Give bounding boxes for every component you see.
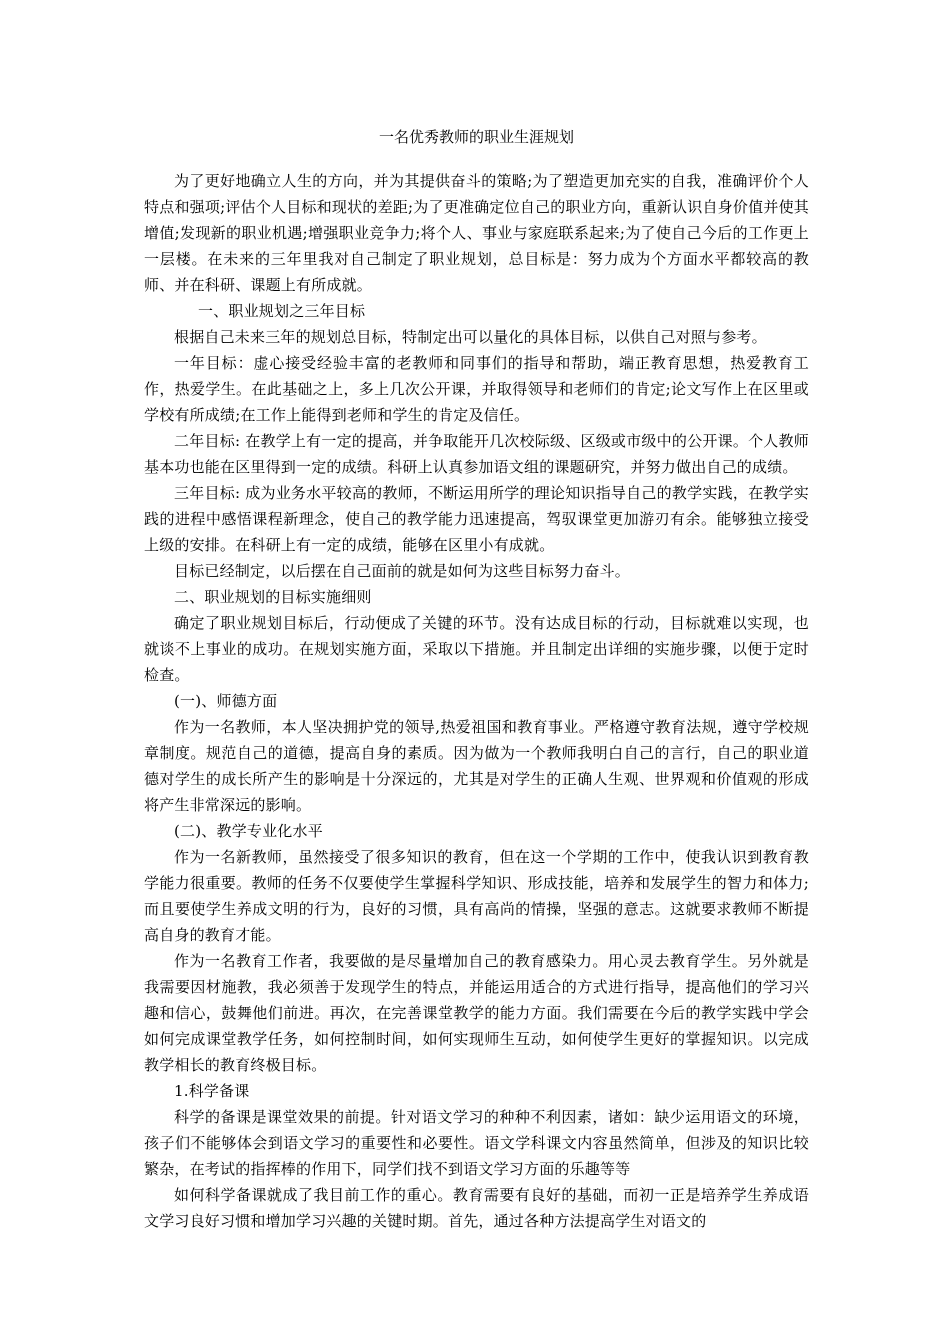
- paragraph: 作为一名教师，本人坚决拥护党的领导,热爱祖国和教育事业。严格遵守教育法规，遵守学校规章制度。规范自己的道德，提高自身的素质。因为做为一个教师我明白自己的言行，自己的职业道德对学生的成长所产生的影响是十分深远的，尤其是对学生的正确人生观、世界观和价值观的形成将产生非常深远的影响。: [144, 718, 809, 814]
- section-heading-three-year-goals: 一、职业规划之三年目标: [198, 302, 366, 320]
- paragraph: 作为一名教育工作者，我要做的是尽量增加自己的教育感染力。用心灵去教育学生。另外就是我需要因材施教，我必须善于发现学生的特点，并能运用适合的方式进行指导，提高他们的学习兴趣和信心，鼓舞他们前进。再次，在完善课堂教学的能力方面。我们需要在今后的教学实践中学会如何完成课堂教学任务，如何控制时间，如何实现师生互动，如何使学生更好的掌握知识。以完成教学相长的教育终极目标。: [144, 952, 809, 1074]
- subheading-lesson-prep: 1.科学备课: [174, 1082, 250, 1100]
- paragraph: 根据自己未来三年的规划总目标，特制定出可以量化的具体目标，以供自己对照与参考。: [174, 328, 767, 346]
- intro-paragraph: 为了更好地确立人生的方向，并为其提供奋斗的策略;为了塑造更加充实的自我，准确评价个人特点和强项;评估个人目标和现状的差距;为了更准确定位自己的职业方向，重新认识自身价值并使其增值;发现新的职业机遇;增强职业竞争力;将个人、事业与家庭联系起来;为了使自己今后的工作更上一层楼。在未来的三年里我对自己制定了职业规划，总目标是：努力成为个方面水平都较高的教师、并在科研、课题上有所成就。: [144, 172, 809, 294]
- paragraph-year-three-goal: 三年目标: 成为业务水平较高的教师，不断运用所学的理论知识指导自己的教学实践，在教学实践的进程中感悟课程新理念，使自己的教学能力迅速提高，驾驭课堂更加游刃有余。能够独立接受上级的安排。在科研上有一定的成绩，能够在区里小有成就。: [144, 484, 809, 554]
- paragraph: 作为一名新教师，虽然接受了很多知识的教育，但在这一个学期的工作中，使我认识到教育教学能力很重要。教师的任务不仅要使学生掌握科学知识、形成技能，培养和发展学生的智力和体力;而且要使学生养成文明的行为，良好的习惯，具有高尚的情操，坚强的意志。这就要求教师不断提高自身的教育才能。: [144, 848, 809, 944]
- paragraph: 如何科学备课就成了我目前工作的重心。教育需要有良好的基础，而初一正是培养学生养成语文学习良好习惯和增加学习兴趣的关键时期。首先，通过各种方法提高学生对语文的: [144, 1186, 809, 1230]
- paragraph: 确定了职业规划目标后，行动便成了关键的环节。没有达成目标的行动，目标就难以实现，也就谈不上事业的成功。在规划实施方面，采取以下措施。并且制定出详细的实施步骤，以便于定时检查。: [144, 614, 809, 684]
- subheading-ethics: (一)、师德方面: [174, 692, 278, 710]
- paragraph: 科学的备课是课堂效果的前提。针对语文学习的种种不利因素，诸如：缺少运用语文的环境，孩子们不能够体会到语文学习的重要性和必要性。语文学科课文内容虽然简单，但涉及的知识比较繁杂，在考试的指挥棒的作用下，同学们找不到语文学习方面的乐趣等等: [144, 1108, 809, 1178]
- paragraph-year-one-goal: 一年目标：虚心接受经验丰富的老教师和同事们的指导和帮助，端正教育思想，热爱教育工作，热爱学生。在此基础之上，多上几次公开课，并取得领导和老师们的肯定;论文写作上在区里或学校有所成绩;在工作上能得到老师和学生的肯定及信任。: [144, 354, 809, 424]
- document-title: 一名优秀教师的职业生涯规划: [378, 128, 574, 146]
- document-page: [144, 124, 809, 1234]
- subheading-professional-level: (二)、教学专业化水平: [174, 822, 323, 840]
- section-heading-implementation: 二、职业规划的目标实施细则: [174, 588, 372, 606]
- paragraph: 目标已经制定，以后摆在自己面前的就是如何为这些目标努力奋斗。: [174, 562, 631, 580]
- paragraph-year-two-goal: 二年目标: 在教学上有一定的提高，并争取能开几次校际级、区级或市级中的公开课。个人教师基本功也能在区里得到一定的成绩。科研上认真参加语文组的课题研究，并努力做出自己的成绩。: [144, 432, 809, 476]
